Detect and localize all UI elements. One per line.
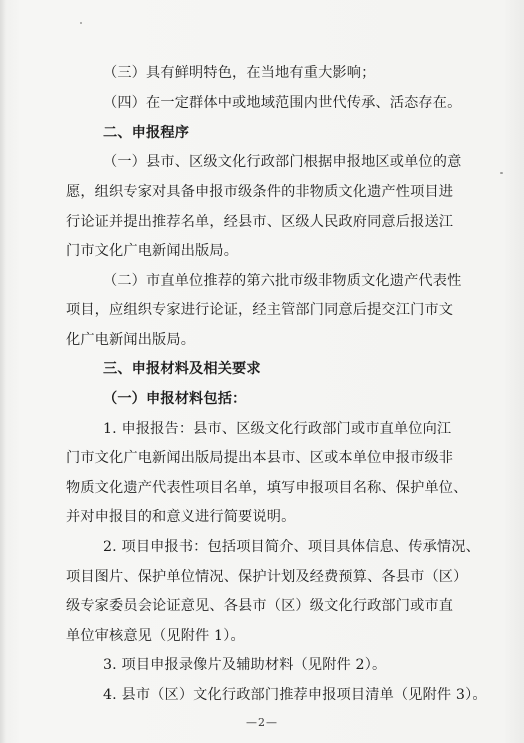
paragraph-line: 门市文化广电新闻出版局。 [66, 243, 239, 259]
paragraph-line: （一）县市、区级文化行政部门根据申报地区或单位的意 [103, 154, 462, 170]
paragraph-line: 愿，组织专家对具备申报市级条件的非物质文化遗产性项目进 [66, 184, 454, 200]
scan-speck [80, 22, 82, 24]
paragraph-line: 门市文化广电新闻出版局提出本县市、区或本单位申报市级非 [66, 450, 454, 466]
item-three: （三）具有鲜明特色，在当地有重大影响； [103, 65, 376, 81]
paragraph-line: 项目图片、保护单位情况、保护计划及经费预算、各县市（区） [66, 569, 468, 585]
page-number: —2— [246, 716, 278, 729]
paragraph-line: 2. 项目申报书：包括项目简介、项目具体信息、传承情况、 [103, 539, 480, 555]
paragraph-line: 单位审核意见（见附件 1）。 [66, 628, 245, 644]
paragraph-line: （二）市直单位推荐的第六批市级非物质文化遗产代表性 [103, 273, 462, 289]
section-heading-procedure: 二、申报程序 [103, 125, 190, 141]
paragraph-line: 并对申报目的和意义进行简要说明。 [66, 509, 296, 525]
paragraph-line: 物质文化遗产代表性项目名单，填写申报项目名称、保护单位、 [66, 480, 468, 496]
paragraph-line: 4. 县市（区）文化行政部门推荐申报项目清单（见附件 3）。 [103, 687, 487, 703]
subsection-heading-materials: （一）申报材料包括： [103, 391, 247, 407]
paragraph-line: 行论证并提出推荐名单，经县市、区级人民政府同意后报送江 [66, 214, 454, 230]
item-four: （四）在一定群体中或地域范围内世代传承、活态存在。 [103, 95, 462, 111]
paragraph-line: 化广电新闻出版局。 [66, 332, 196, 348]
scan-edge [0, 0, 6, 743]
paragraph-line: 1. 申报报告：县市、区级文化行政部门或市直单位向江 [103, 421, 452, 437]
paragraph-line: 3. 项目申报录像片及辅助材料（见附件 2）。 [103, 657, 387, 673]
paragraph-line: 项目，应组织专家进行论证，经主管部门同意后提交江门市文 [66, 302, 454, 318]
scan-speck [500, 172, 503, 174]
paragraph-line: 级专家委员会论证意见、各县市（区）级文化行政部门或市直 [66, 598, 454, 614]
section-heading-materials: 三、申报材料及相关要求 [103, 361, 261, 377]
